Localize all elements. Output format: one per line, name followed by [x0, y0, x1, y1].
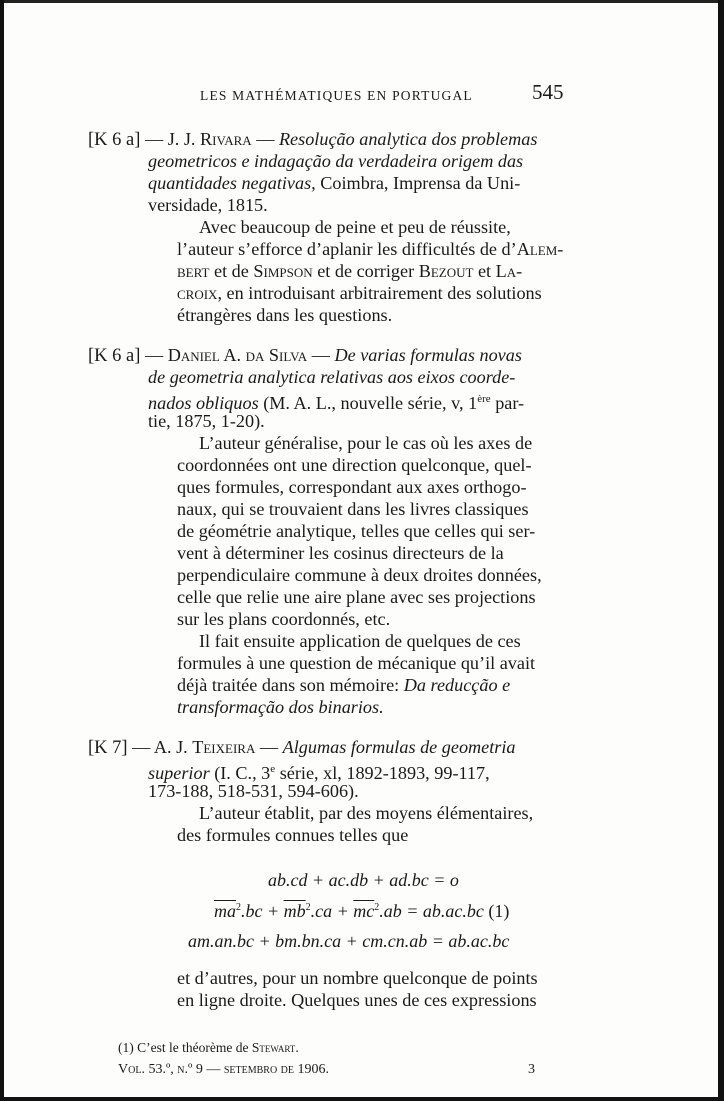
entry-2-comment-9: sur les plans coordonnés, etc.	[177, 609, 391, 629]
entry-2-line-2: de geometria analytica relativas aos eixos coorde-	[148, 367, 516, 387]
entry-3-after-1: et d’autres, pour un nombre quelconque de points	[177, 968, 538, 988]
entry-2-tag: [K 6 a]	[88, 346, 141, 366]
entry-3-line-2: superior (I. C., 3e série, xl, 1892-1893, 99-117,	[148, 763, 490, 784]
entry-2-title: De varias formulas novas	[334, 345, 522, 365]
entry-2-comment-8: celle que relie une aire plane avec ses projections	[177, 587, 536, 607]
entry-1-comment-4: croix, en introduisant arbitrairement des solutions	[177, 283, 542, 303]
entry-1-author: Rivara	[200, 129, 252, 149]
entry-1-comment-5: étrangères dans les questions.	[177, 305, 393, 325]
entry-3-title: Algumas formulas de geometria	[282, 737, 516, 757]
entry-1-comment-2: l’auteur s’efforce d’aplanir les difficultés de d’Alem-	[177, 239, 564, 259]
sheet-number: 3	[528, 1062, 535, 1077]
entry-1-line-1: [K 6 a] — J. J. Rivara — Resolução analytica dos problemas	[88, 129, 538, 150]
formula-3: am.an.bc + bm.bn.ca + cm.cn.ab = ab.ac.bc	[188, 931, 510, 951]
entry-1-title: Resolução analytica dos problemas	[278, 129, 538, 149]
formula-2-number: (1)	[488, 901, 510, 921]
entry-1-tag: [K 6 a]	[88, 130, 141, 150]
entry-3-line-1: [K 7] — A. J. Teixeira — Algumas formulas de geometria	[88, 737, 516, 758]
entry-2-line-4: tie, 1875, 1-20).	[148, 411, 265, 431]
footnote: (1) C’est le théorème de Stewart.	[118, 1040, 299, 1055]
entry-1-line-2: geometricos e indagação da verdadeira origem das	[148, 151, 524, 171]
entry-1-comment-1: Avec beaucoup de peine et peu de réussite,	[199, 217, 511, 237]
entry-1-line-3: quantidades negativas, Coimbra, Imprensa da Uni-	[148, 173, 521, 193]
entry-2-comment-11: formules à une question de mécanique qu’il avait	[177, 653, 536, 673]
scan-border-bottom	[0, 1097, 724, 1101]
entry-2-line-3: nados obliquos (M. A. L., nouvelle série, v, 1ère par-	[148, 393, 525, 414]
entry-3-line-3: 173-188, 518-531, 594-606).	[148, 781, 359, 801]
entry-1-comment-3: bert et de Simpson et de corriger Bezout et La-	[177, 261, 523, 281]
entry-3-after-2: en ligne droite. Quelques unes de ces expressions	[177, 990, 537, 1010]
entry-3-author: Teixeira	[192, 737, 256, 757]
formula-1: ab.cd + ac.db + ad.bc = o	[268, 870, 459, 890]
entry-2-author: Daniel A. da Silva	[167, 345, 308, 365]
entry-2-comment-4: naux, qui se trouvaient dans les livres classiques	[177, 499, 529, 519]
entry-2-comment-6: vent à déterminer les cosinus directeurs de la	[177, 543, 504, 563]
entry-2-comment-2: coordonnées ont une direction quelconque, quel-	[177, 455, 532, 475]
entry-2-line-1: [K 6 a] — Daniel A. da Silva — De varias formulas novas	[88, 345, 522, 366]
entry-2-comment-3: ques formules, correspondant aux axes orthogo-	[177, 477, 527, 497]
footnote-mark: (1)	[118, 1040, 134, 1055]
entry-3-comment-1: L’auteur établit, par des moyens élémentaires,	[199, 803, 534, 823]
entry-1-line-4: versidade, 1815.	[148, 195, 268, 215]
entry-2-comment-12: déjà traitée dans son mémoire: Da reducção e	[177, 675, 511, 695]
entry-2-comment-10: Il fait ensuite application de quelques de ces	[199, 631, 521, 651]
entry-2-comment-5: de géométrie analytique, telles que celles qui ser-	[177, 521, 536, 541]
scan-border-right	[718, 0, 724, 1101]
entry-3-tag: [K 7]	[88, 738, 128, 758]
formula-2: $\overline{ma}^2.bc + \overline{mb}^2.ca + \overline{mc}^2.ab = ab.ac.bc$ (1)	[214, 901, 510, 921]
entry-2-comment-13: transformação dos binarios.	[177, 697, 384, 717]
page-number: 545	[532, 80, 564, 104]
running-head: LES MATHÉMATIQUES EN PORTUGAL	[200, 88, 473, 103]
entry-2-comment-7: perpendiculaire commune à deux droites données,	[177, 565, 542, 585]
entry-2-comment-1: L’auteur généralise, pour le cas où les axes de	[199, 433, 533, 453]
entry-3-comment-2: des formules connues telles que	[177, 825, 409, 845]
signature-line: Vol. 53.º, n.º 9 — setembro de 1906.	[118, 1062, 330, 1077]
